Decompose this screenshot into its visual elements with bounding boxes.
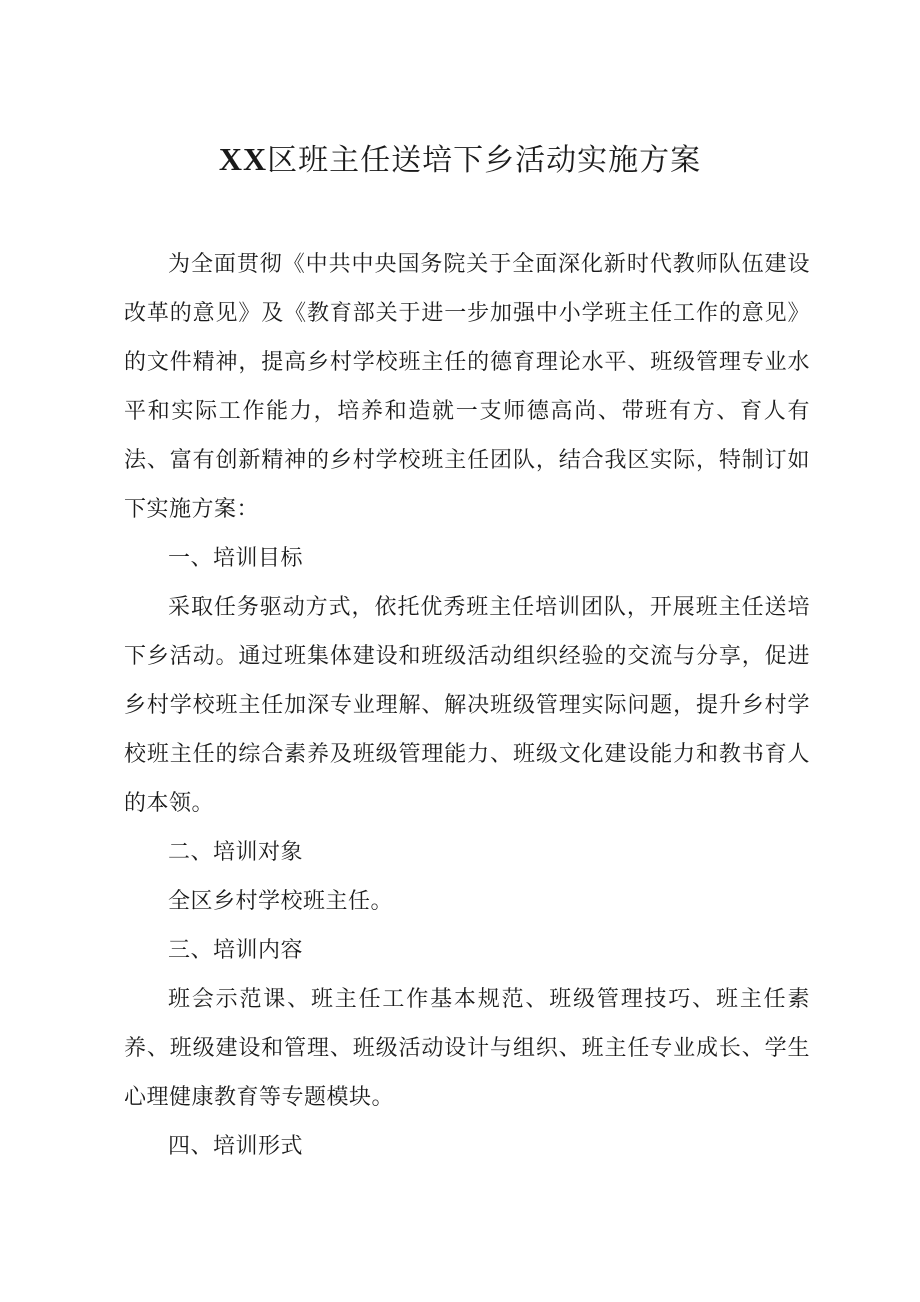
intro-paragraph: 为全面贯彻《中共中央国务院关于全面深化新时代教师队伍建设改革的意见》及《教育部关于进一步加强中小学班主任工作的意见》的文件精神，提高乡村学校班主任的德育理论水平、班级管理专业水平和实际工作能力，培养和造就一支师德高尚、带班有方、育人有法、富有创新精神的乡村学校班主任团队，结合我区实际，特制订如下实施方案： bbox=[124, 252, 810, 522]
document-title bbox=[0, 136, 920, 184]
section-heading-format: 四、培训形式 bbox=[168, 1134, 304, 1159]
audience-paragraph: 全区乡村学校班主任。 bbox=[168, 889, 394, 914]
section-heading-content: 三、培训内容 bbox=[168, 938, 304, 963]
title-prefix: XX bbox=[218, 141, 268, 177]
section-heading-audience: 二、培训对象 bbox=[168, 840, 304, 865]
document-body bbox=[124, 240, 810, 1171]
goals-paragraph: 采取任务驱动方式，依托优秀班主任培训团队，开展班主任送培下乡活动。通过班集体建设和班级活动组织经验的交流与分享，促进乡村学校班主任加深专业理解、解决班级管理实际问题，提升乡村学校班主任的综合素养及班级管理能力、班级文化建设能力和教书育人的本领。 bbox=[124, 595, 810, 816]
section-heading-goals: 一、培训目标 bbox=[168, 546, 304, 571]
title-text: 区班主任送培下乡活动实施方案 bbox=[267, 143, 702, 178]
content-paragraph: 班会示范课、班主任工作基本规范、班级管理技巧、班主任素养、班级建设和管理、班级活动设计与组织、班主任专业成长、学生心理健康教育等专题模块。 bbox=[124, 987, 810, 1110]
